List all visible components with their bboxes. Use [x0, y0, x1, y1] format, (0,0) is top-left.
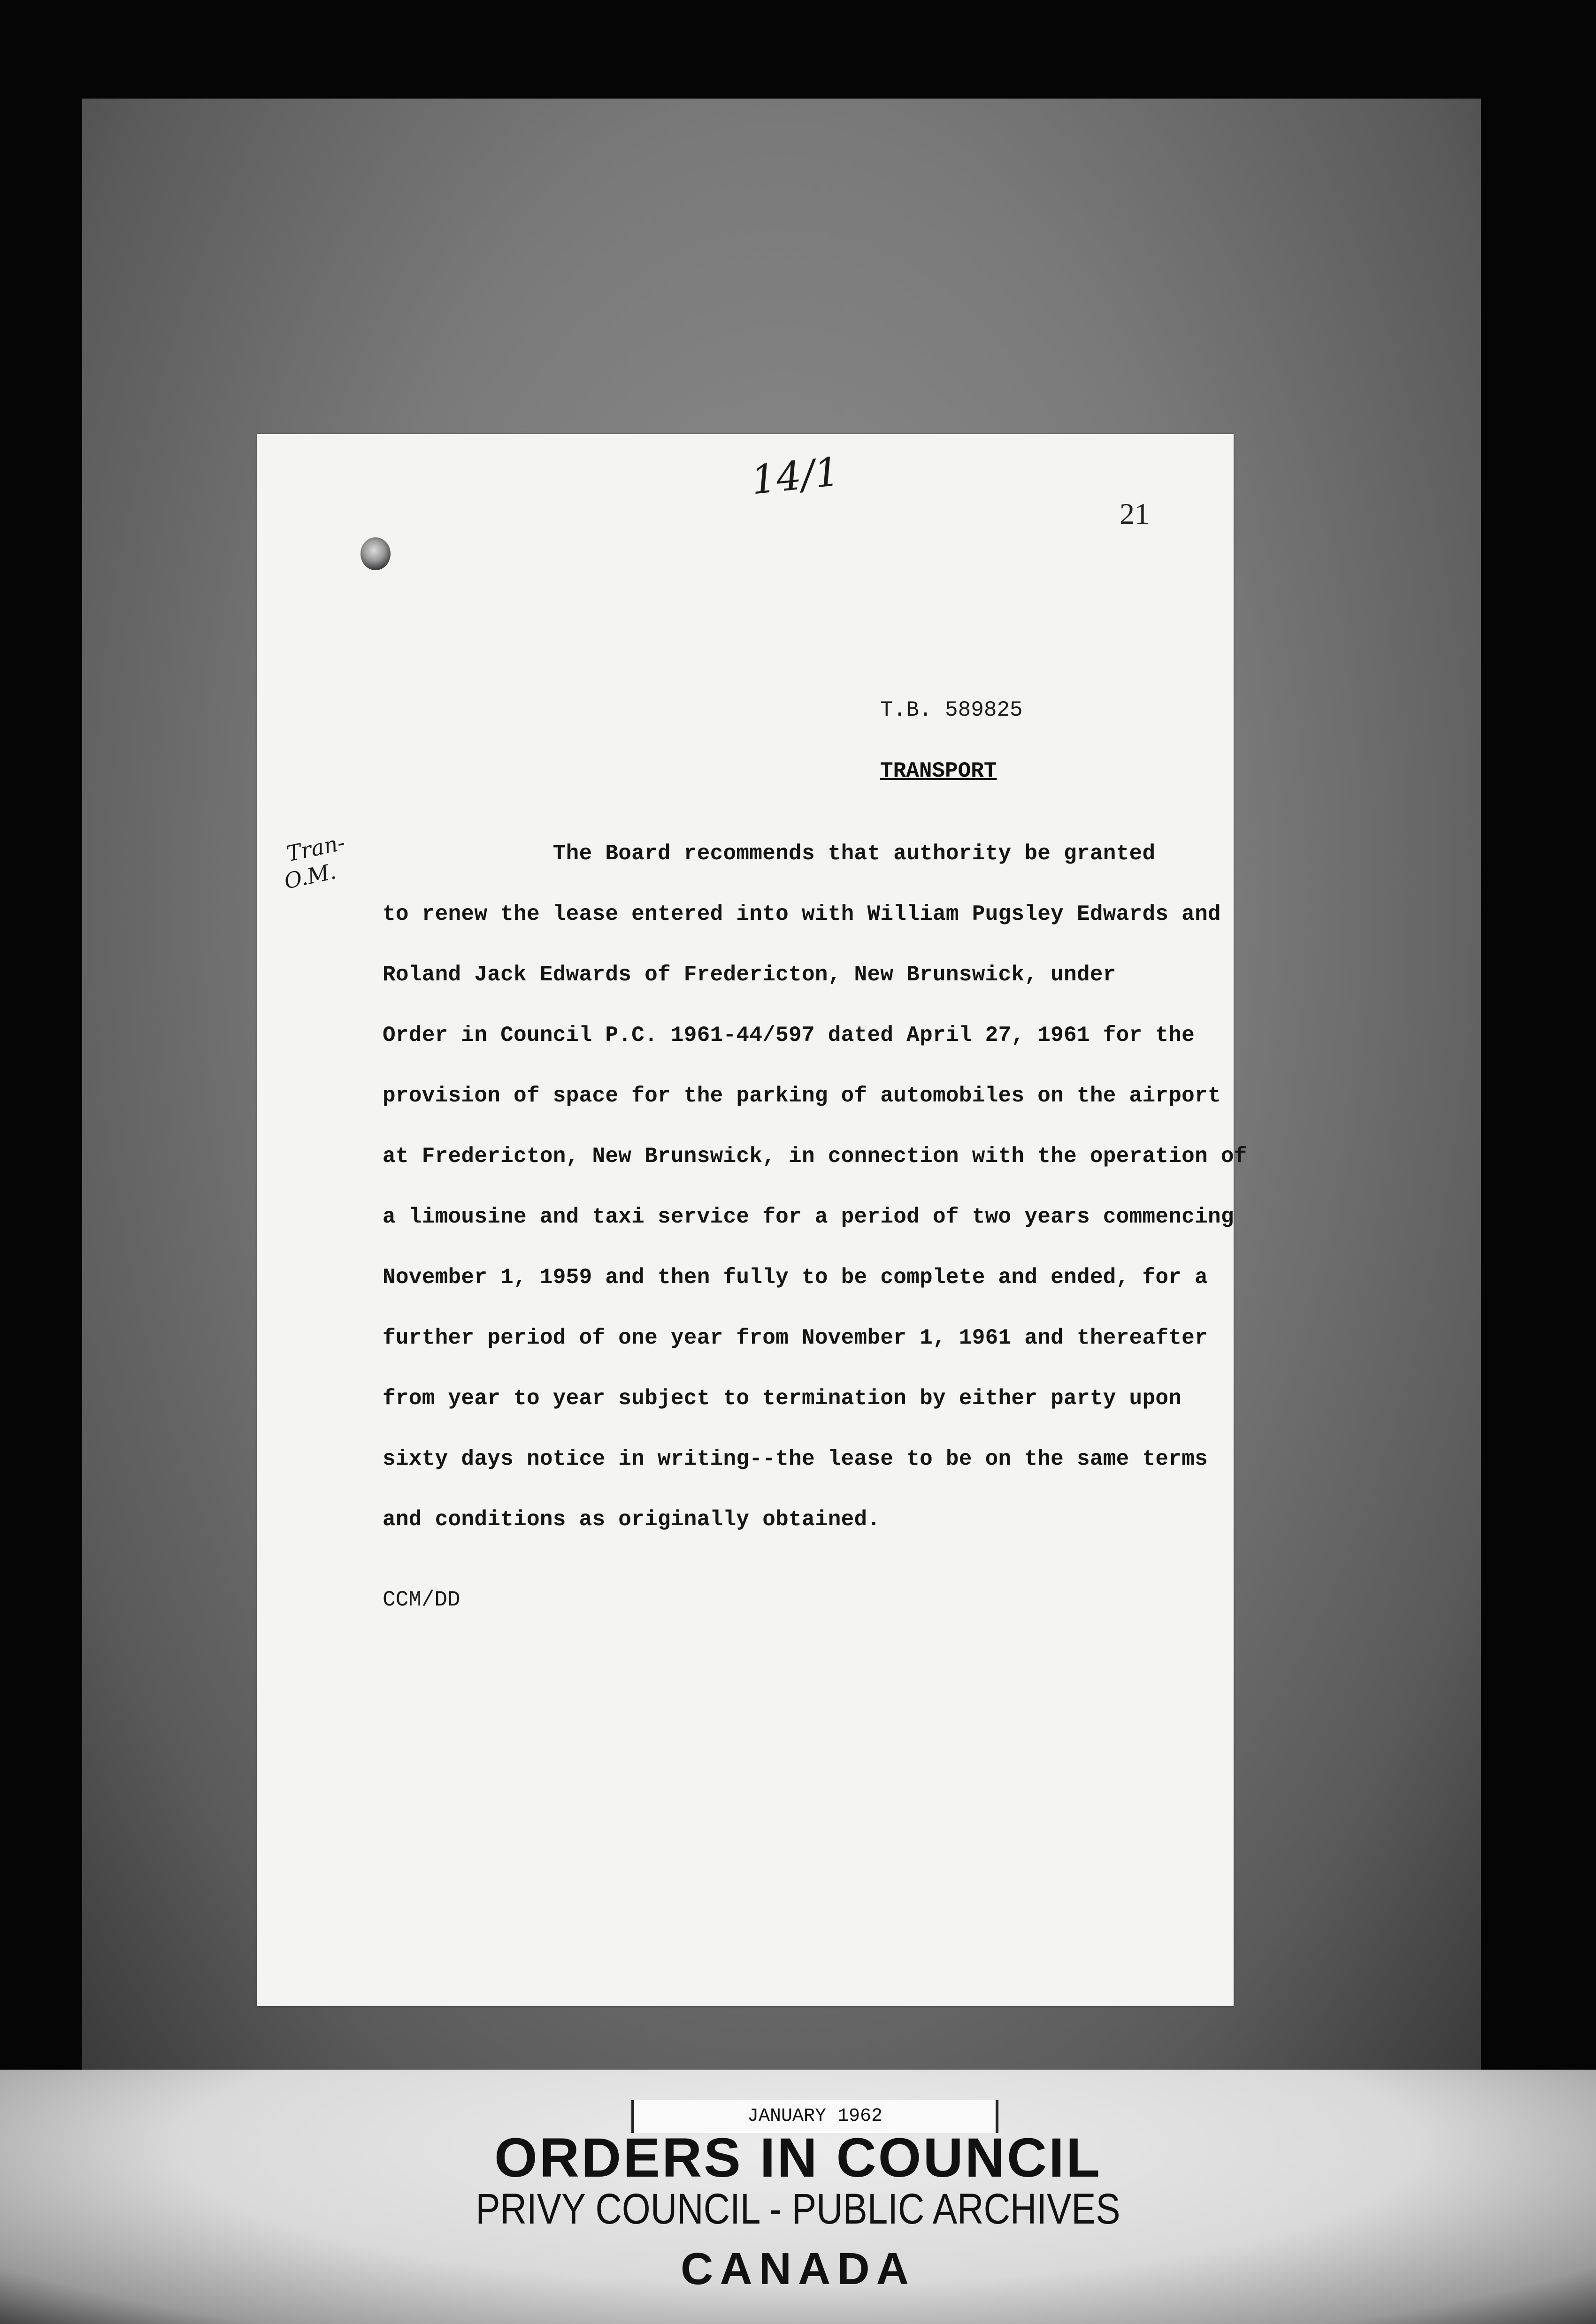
margin-note-1: Tran- [284, 829, 347, 867]
treasury-board-reference: T.B. 589825 [880, 698, 1023, 722]
margin-note-2: O.M. [282, 858, 338, 894]
body-line: November 1, 1959 and then fully to be complete and ended, for a [383, 1265, 1208, 1290]
document-heading: TRANSPORT [880, 759, 997, 783]
body-line: at Fredericton, New Brunswick, in connection with the operation of [383, 1144, 1247, 1169]
date-label: JANUARY 1962 [631, 2100, 998, 2133]
body-line: from year to year subject to termination by either party upon [383, 1386, 1182, 1411]
typist-initials: CCM/DD [383, 1588, 460, 1612]
body-line: provision of space for the parking of automobiles on the airport [383, 1084, 1221, 1108]
punch-hole [361, 537, 391, 570]
body-line: Order in Council P.C. 1961-44/597 dated April 27, 1961 for the [383, 1023, 1195, 1047]
body-line: a limousine and taxi service for a period of two years commencing [383, 1205, 1234, 1229]
footer-title: ORDERS IN COUNCIL [494, 2127, 1102, 2189]
body-line: to renew the lease entered into with William Pugsley Edwards and [383, 902, 1221, 926]
page-number: 21 [1120, 497, 1150, 530]
handwritten-file-number: 14/1 [749, 448, 842, 504]
body-line: and conditions as originally obtained. [383, 1507, 881, 1532]
footer-subtitle: PRIVY COUNCIL - PUBLIC ARCHIVES [476, 2185, 1120, 2233]
body-line: The Board recommends that authority be granted [383, 841, 1156, 866]
footer-country: CANADA [681, 2244, 915, 2294]
body-line: Roland Jack Edwards of Fredericton, New Brunswick, under [383, 963, 1116, 987]
body-line: sixty days notice in writing--the lease to be on the same terms [383, 1447, 1208, 1471]
body-line: further period of one year from November 1, 1961 and thereafter [383, 1326, 1208, 1350]
